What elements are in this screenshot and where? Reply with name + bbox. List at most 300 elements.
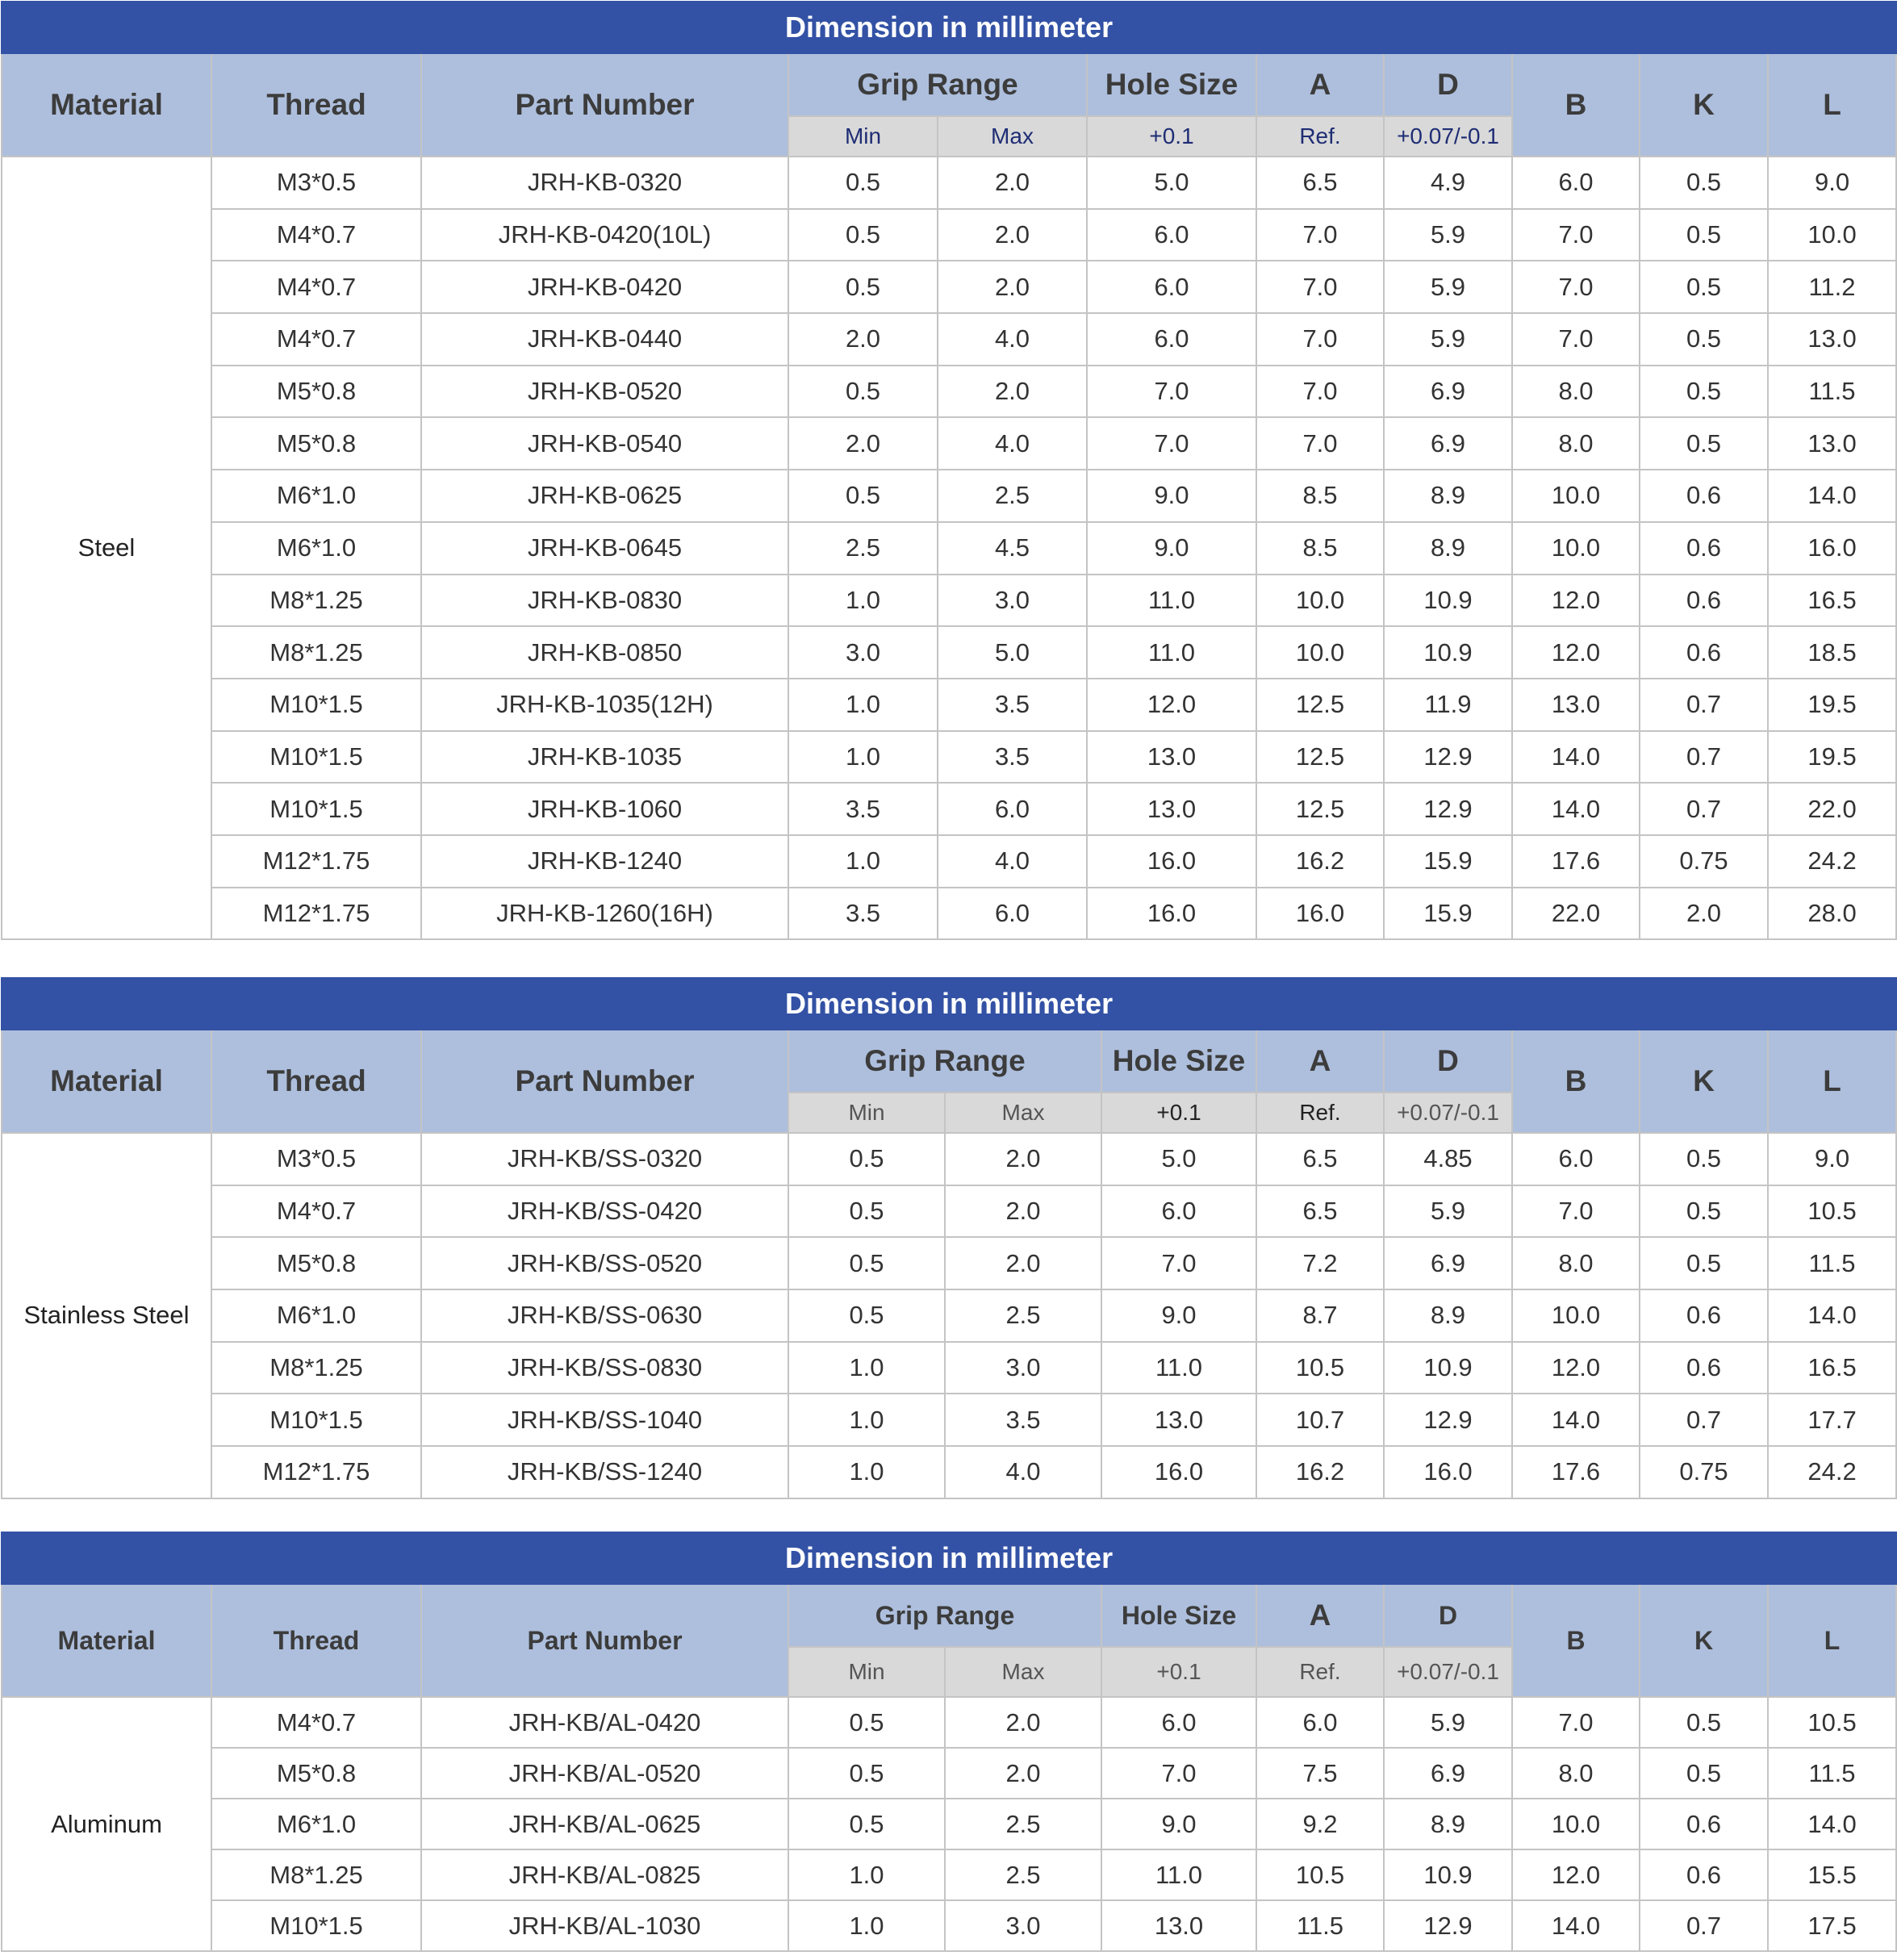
cell-k: 0.5	[1640, 157, 1768, 209]
subheader-min: Min	[788, 1093, 945, 1133]
cell-l: 28.0	[1768, 888, 1896, 940]
cell-grip-max: 4.0	[938, 313, 1087, 366]
cell-thread: M10*1.5	[211, 1394, 421, 1446]
table-row	[2, 1900, 1896, 1951]
cell-grip-min: 0.5	[788, 1185, 945, 1238]
cell-grip-min: 0.5	[788, 209, 938, 261]
cell-b: 14.0	[1512, 1394, 1640, 1446]
cell-grip-max: 2.0	[938, 157, 1087, 209]
cell-b: 12.0	[1512, 1849, 1640, 1900]
cell-thread: M5*0.8	[211, 366, 421, 418]
cell-b: 13.0	[1512, 679, 1640, 731]
cell-k: 0.75	[1640, 1446, 1768, 1498]
header-a: A	[1256, 53, 1384, 116]
cell-grip-max: 2.0	[945, 1133, 1101, 1185]
cell-k: 0.6	[1640, 1799, 1768, 1849]
header-b: B	[1512, 1030, 1640, 1133]
material-cell: Aluminum	[2, 1697, 211, 1951]
cell-d: 5.9	[1384, 1185, 1512, 1238]
cell-b: 6.0	[1512, 1133, 1640, 1185]
table-row	[2, 731, 1896, 784]
table-body	[2, 1697, 1896, 1951]
cell-b: 10.0	[1512, 470, 1640, 522]
cell-d: 10.9	[1384, 1849, 1512, 1900]
cell-grip-min: 0.5	[788, 157, 938, 209]
cell-l: 17.7	[1768, 1394, 1896, 1446]
cell-hole-size: 9.0	[1087, 522, 1256, 575]
cell-a: 6.5	[1256, 157, 1384, 209]
header-hole-size: Hole Size	[1087, 53, 1256, 116]
cell-a: 8.5	[1256, 470, 1384, 522]
table-row	[2, 1185, 1896, 1238]
cell-l: 11.5	[1768, 1237, 1896, 1289]
cell-grip-min: 1.0	[788, 1342, 945, 1394]
table-row	[2, 1799, 1896, 1849]
subheader-max: Max	[938, 116, 1087, 157]
cell-thread: M8*1.25	[211, 1342, 421, 1394]
cell-b: 8.0	[1512, 366, 1640, 418]
cell-l: 13.0	[1768, 417, 1896, 470]
cell-thread: M4*0.7	[211, 1697, 421, 1748]
cell-l: 14.0	[1768, 1289, 1896, 1342]
cell-k: 0.7	[1640, 1394, 1768, 1446]
header-hole-size: Hole Size	[1101, 1584, 1256, 1647]
cell-grip-max: 3.5	[938, 731, 1087, 784]
cell-grip-max: 3.5	[938, 679, 1087, 731]
cell-k: 0.5	[1640, 1697, 1768, 1748]
cell-l: 13.0	[1768, 313, 1896, 366]
cell-thread: M5*0.8	[211, 1748, 421, 1799]
cell-thread: M12*1.75	[211, 888, 421, 940]
cell-thread: M6*1.0	[211, 1799, 421, 1849]
cell-hole-size: 13.0	[1087, 783, 1256, 835]
cell-l: 14.0	[1768, 1799, 1896, 1849]
cell-hole-size: 5.0	[1087, 157, 1256, 209]
cell-grip-max: 3.0	[945, 1900, 1101, 1951]
cell-k: 0.5	[1640, 1237, 1768, 1289]
cell-thread: M10*1.5	[211, 1900, 421, 1951]
table-row	[2, 1394, 1896, 1446]
cell-grip-min: 3.5	[788, 783, 938, 835]
cell-hole-size: 16.0	[1101, 1446, 1256, 1498]
steel-dimension-table	[1, 1, 1897, 940]
cell-b: 7.0	[1512, 1697, 1640, 1748]
header-part-number: Part Number	[421, 1584, 788, 1697]
header-thread: Thread	[211, 1584, 421, 1697]
cell-k: 0.7	[1640, 1900, 1768, 1951]
cell-hole-size: 7.0	[1087, 366, 1256, 418]
cell-part-number: JRH-KB-1260(16H)	[421, 888, 788, 940]
cell-d: 11.9	[1384, 679, 1512, 731]
cell-a: 7.0	[1256, 261, 1384, 313]
cell-d: 10.9	[1384, 1342, 1512, 1394]
header-part-number: Part Number	[421, 53, 788, 157]
header-grip-range: Grip Range	[788, 1584, 1101, 1647]
cell-d: 8.9	[1384, 1289, 1512, 1342]
cell-grip-max: 2.0	[938, 209, 1087, 261]
cell-d: 10.9	[1384, 575, 1512, 627]
table-caption: Dimension in millimeter	[2, 978, 1896, 1030]
cell-hole-size: 16.0	[1087, 835, 1256, 888]
cell-k: 0.7	[1640, 783, 1768, 835]
table-row	[2, 1289, 1896, 1342]
cell-a: 10.5	[1256, 1849, 1384, 1900]
cell-grip-min: 0.5	[788, 1799, 945, 1849]
cell-k: 0.5	[1640, 313, 1768, 366]
cell-l: 19.5	[1768, 731, 1896, 784]
cell-part-number: JRH-KB/AL-1030	[421, 1900, 788, 1951]
cell-d: 10.9	[1384, 626, 1512, 679]
cell-k: 0.6	[1640, 470, 1768, 522]
cell-d: 6.9	[1384, 366, 1512, 418]
header-l: L	[1768, 1584, 1896, 1697]
cell-k: 0.75	[1640, 835, 1768, 888]
cell-hole-size: 12.0	[1087, 679, 1256, 731]
cell-hole-size: 6.0	[1087, 261, 1256, 313]
cell-d: 4.9	[1384, 157, 1512, 209]
header-b: B	[1512, 53, 1640, 157]
cell-grip-max: 2.5	[938, 470, 1087, 522]
cell-part-number: JRH-KB-1035(12H)	[421, 679, 788, 731]
cell-d: 12.9	[1384, 783, 1512, 835]
cell-l: 19.5	[1768, 679, 1896, 731]
cell-k: 0.6	[1640, 575, 1768, 627]
header-k: K	[1640, 1030, 1768, 1133]
cell-thread: M12*1.75	[211, 1446, 421, 1498]
cell-hole-size: 11.0	[1101, 1849, 1256, 1900]
subheader-a-ref: Ref.	[1256, 116, 1384, 157]
cell-hole-size: 7.0	[1087, 417, 1256, 470]
cell-a: 7.5	[1256, 1748, 1384, 1799]
header-l: L	[1768, 1030, 1896, 1133]
cell-part-number: JRH-KB-0420(10L)	[421, 209, 788, 261]
cell-k: 0.6	[1640, 1289, 1768, 1342]
cell-b: 17.6	[1512, 835, 1640, 888]
cell-thread: M10*1.5	[211, 679, 421, 731]
cell-part-number: JRH-KB-1035	[421, 731, 788, 784]
cell-b: 7.0	[1512, 209, 1640, 261]
cell-part-number: JRH-KB/SS-0520	[421, 1237, 788, 1289]
cell-part-number: JRH-KB/AL-0420	[421, 1697, 788, 1748]
table-row	[2, 366, 1896, 418]
table-row	[2, 835, 1896, 888]
header-b: B	[1512, 1584, 1640, 1697]
cell-k: 2.0	[1640, 888, 1768, 940]
table-body	[2, 157, 1896, 939]
material-cell: Stainless Steel	[2, 1133, 211, 1498]
table-row	[2, 470, 1896, 522]
cell-l: 11.2	[1768, 261, 1896, 313]
aluminum-dimension-table	[1, 1532, 1897, 1952]
header-d: D	[1384, 53, 1512, 116]
cell-grip-min: 1.0	[788, 1849, 945, 1900]
cell-grip-min: 2.0	[788, 417, 938, 470]
table-row	[2, 1849, 1896, 1900]
header-k: K	[1640, 53, 1768, 157]
cell-d: 6.9	[1384, 417, 1512, 470]
cell-b: 7.0	[1512, 261, 1640, 313]
cell-b: 7.0	[1512, 1185, 1640, 1238]
cell-grip-max: 4.0	[945, 1446, 1101, 1498]
cell-d: 15.9	[1384, 835, 1512, 888]
cell-grip-min: 0.5	[788, 1133, 945, 1185]
cell-b: 12.0	[1512, 1342, 1640, 1394]
cell-l: 11.5	[1768, 1748, 1896, 1799]
cell-l: 22.0	[1768, 783, 1896, 835]
cell-b: 22.0	[1512, 888, 1640, 940]
cell-d: 4.85	[1384, 1133, 1512, 1185]
cell-hole-size: 11.0	[1087, 575, 1256, 627]
cell-l: 10.0	[1768, 209, 1896, 261]
cell-part-number: JRH-KB/SS-0320	[421, 1133, 788, 1185]
cell-a: 12.5	[1256, 783, 1384, 835]
cell-part-number: JRH-KB-0830	[421, 575, 788, 627]
cell-grip-max: 3.5	[945, 1394, 1101, 1446]
cell-d: 5.9	[1384, 261, 1512, 313]
cell-grip-min: 0.5	[788, 1697, 945, 1748]
cell-hole-size: 13.0	[1087, 731, 1256, 784]
cell-grip-max: 2.0	[938, 261, 1087, 313]
cell-hole-size: 9.0	[1087, 470, 1256, 522]
cell-a: 16.0	[1256, 888, 1384, 940]
cell-b: 10.0	[1512, 522, 1640, 575]
cell-hole-size: 6.0	[1101, 1697, 1256, 1748]
cell-hole-size: 7.0	[1101, 1748, 1256, 1799]
table-row	[2, 783, 1896, 835]
cell-k: 0.5	[1640, 1133, 1768, 1185]
header-l: L	[1768, 53, 1896, 157]
header-grip-range: Grip Range	[788, 53, 1087, 116]
table-row	[2, 522, 1896, 575]
cell-a: 7.0	[1256, 417, 1384, 470]
cell-grip-max: 2.5	[945, 1799, 1101, 1849]
cell-l: 16.0	[1768, 522, 1896, 575]
cell-d: 12.9	[1384, 1900, 1512, 1951]
cell-a: 8.7	[1256, 1289, 1384, 1342]
cell-part-number: JRH-KB-0320	[421, 157, 788, 209]
header-a: A	[1256, 1584, 1384, 1647]
cell-grip-min: 0.5	[788, 1237, 945, 1289]
cell-thread: M12*1.75	[211, 835, 421, 888]
cell-part-number: JRH-KB-0440	[421, 313, 788, 366]
cell-part-number: JRH-KB/AL-0520	[421, 1748, 788, 1799]
cell-l: 24.2	[1768, 835, 1896, 888]
table-row	[2, 157, 1896, 209]
cell-part-number: JRH-KB-0850	[421, 626, 788, 679]
cell-grip-min: 3.5	[788, 888, 938, 940]
cell-a: 7.0	[1256, 209, 1384, 261]
cell-hole-size: 7.0	[1101, 1237, 1256, 1289]
header-thread: Thread	[211, 1030, 421, 1133]
cell-hole-size: 16.0	[1087, 888, 1256, 940]
cell-a: 9.2	[1256, 1799, 1384, 1849]
cell-grip-min: 0.5	[788, 1289, 945, 1342]
cell-a: 10.5	[1256, 1342, 1384, 1394]
cell-k: 0.6	[1640, 1849, 1768, 1900]
cell-part-number: JRH-KB/SS-1240	[421, 1446, 788, 1498]
cell-b: 12.0	[1512, 575, 1640, 627]
cell-grip-max: 2.0	[938, 366, 1087, 418]
cell-d: 8.9	[1384, 470, 1512, 522]
cell-k: 0.6	[1640, 1342, 1768, 1394]
subheader-a-ref: Ref.	[1256, 1647, 1384, 1697]
cell-grip-min: 0.5	[788, 1748, 945, 1799]
cell-part-number: JRH-KB/AL-0825	[421, 1849, 788, 1900]
cell-k: 0.7	[1640, 679, 1768, 731]
cell-hole-size: 9.0	[1101, 1799, 1256, 1849]
table-row	[2, 1133, 1896, 1185]
cell-part-number: JRH-KB/SS-1040	[421, 1394, 788, 1446]
cell-part-number: JRH-KB-0420	[421, 261, 788, 313]
header-d: D	[1384, 1030, 1512, 1093]
cell-b: 7.0	[1512, 313, 1640, 366]
cell-part-number: JRH-KB-0540	[421, 417, 788, 470]
cell-grip-max: 2.0	[945, 1697, 1101, 1748]
cell-d: 12.9	[1384, 1394, 1512, 1446]
subheader-max: Max	[945, 1093, 1101, 1133]
cell-thread: M5*0.8	[211, 417, 421, 470]
cell-k: 0.5	[1640, 1748, 1768, 1799]
table-row	[2, 209, 1896, 261]
cell-d: 5.9	[1384, 313, 1512, 366]
cell-a: 8.5	[1256, 522, 1384, 575]
cell-d: 8.9	[1384, 1799, 1512, 1849]
cell-hole-size: 13.0	[1101, 1394, 1256, 1446]
cell-thread: M6*1.0	[211, 470, 421, 522]
cell-hole-size: 13.0	[1101, 1900, 1256, 1951]
header-thread: Thread	[211, 53, 421, 157]
cell-a: 12.5	[1256, 679, 1384, 731]
material-cell: Steel	[2, 157, 211, 939]
cell-d: 12.9	[1384, 731, 1512, 784]
cell-k: 0.7	[1640, 731, 1768, 784]
cell-a: 10.0	[1256, 575, 1384, 627]
cell-part-number: JRH-KB-0645	[421, 522, 788, 575]
cell-d: 16.0	[1384, 1446, 1512, 1498]
cell-l: 14.0	[1768, 470, 1896, 522]
cell-a: 12.5	[1256, 731, 1384, 784]
cell-thread: M10*1.5	[211, 783, 421, 835]
cell-a: 16.2	[1256, 1446, 1384, 1498]
cell-d: 5.9	[1384, 209, 1512, 261]
cell-d: 5.9	[1384, 1697, 1512, 1748]
table-row	[2, 1446, 1896, 1498]
cell-part-number: JRH-KB-0625	[421, 470, 788, 522]
cell-grip-max: 2.0	[945, 1185, 1101, 1238]
table-row	[2, 626, 1896, 679]
header-part-number: Part Number	[421, 1030, 788, 1133]
cell-k: 0.5	[1640, 1185, 1768, 1238]
cell-l: 16.5	[1768, 575, 1896, 627]
cell-l: 16.5	[1768, 1342, 1896, 1394]
cell-thread: M6*1.0	[211, 1289, 421, 1342]
cell-part-number: JRH-KB/SS-0830	[421, 1342, 788, 1394]
cell-k: 0.5	[1640, 209, 1768, 261]
cell-hole-size: 11.0	[1087, 626, 1256, 679]
cell-a: 7.2	[1256, 1237, 1384, 1289]
cell-a: 6.5	[1256, 1133, 1384, 1185]
cell-grip-max: 4.5	[938, 522, 1087, 575]
cell-grip-min: 3.0	[788, 626, 938, 679]
subheader-hole-tolerance: +0.1	[1087, 116, 1256, 157]
cell-thread: M4*0.7	[211, 209, 421, 261]
table-row	[2, 261, 1896, 313]
header-material: Material	[2, 1030, 211, 1133]
subheader-min: Min	[788, 116, 938, 157]
subheader-d-tolerance: +0.07/-0.1	[1384, 116, 1512, 157]
cell-a: 11.5	[1256, 1900, 1384, 1951]
cell-a: 6.0	[1256, 1697, 1384, 1748]
cell-k: 0.6	[1640, 522, 1768, 575]
cell-k: 0.6	[1640, 626, 1768, 679]
cell-grip-min: 0.5	[788, 366, 938, 418]
table-caption: Dimension in millimeter	[2, 2, 1896, 53]
cell-grip-max: 3.0	[945, 1342, 1101, 1394]
cell-thread: M4*0.7	[211, 313, 421, 366]
cell-b: 14.0	[1512, 731, 1640, 784]
cell-a: 10.0	[1256, 626, 1384, 679]
cell-hole-size: 9.0	[1101, 1289, 1256, 1342]
cell-b: 17.6	[1512, 1446, 1640, 1498]
subheader-max: Max	[945, 1647, 1101, 1697]
cell-thread: M8*1.25	[211, 626, 421, 679]
cell-grip-min: 1.0	[788, 1446, 945, 1498]
cell-grip-max: 4.0	[938, 417, 1087, 470]
cell-hole-size: 6.0	[1087, 209, 1256, 261]
cell-part-number: JRH-KB-1240	[421, 835, 788, 888]
header-material: Material	[2, 1584, 211, 1697]
cell-k: 0.5	[1640, 366, 1768, 418]
cell-d: 15.9	[1384, 888, 1512, 940]
table-row	[2, 417, 1896, 470]
cell-part-number: JRH-KB/SS-0420	[421, 1185, 788, 1238]
header-k: K	[1640, 1584, 1768, 1697]
cell-l: 9.0	[1768, 1133, 1896, 1185]
table-row	[2, 1342, 1896, 1394]
cell-thread: M3*0.5	[211, 157, 421, 209]
subheader-min: Min	[788, 1647, 945, 1697]
subheader-d-tolerance: +0.07/-0.1	[1384, 1093, 1512, 1133]
cell-a: 7.0	[1256, 313, 1384, 366]
cell-l: 18.5	[1768, 626, 1896, 679]
cell-grip-min: 1.0	[788, 1394, 945, 1446]
cell-l: 17.5	[1768, 1900, 1896, 1951]
cell-part-number: JRH-KB-1060	[421, 783, 788, 835]
cell-hole-size: 5.0	[1101, 1133, 1256, 1185]
cell-l: 24.2	[1768, 1446, 1896, 1498]
cell-part-number: JRH-KB/AL-0625	[421, 1799, 788, 1849]
cell-hole-size: 6.0	[1087, 313, 1256, 366]
cell-hole-size: 6.0	[1101, 1185, 1256, 1238]
cell-grip-max: 2.0	[945, 1748, 1101, 1799]
cell-b: 10.0	[1512, 1799, 1640, 1849]
cell-grip-min: 2.5	[788, 522, 938, 575]
cell-grip-min: 0.5	[788, 261, 938, 313]
cell-thread: M8*1.25	[211, 1849, 421, 1900]
cell-part-number: JRH-KB-0520	[421, 366, 788, 418]
header-grip-range: Grip Range	[788, 1030, 1101, 1093]
cell-grip-max: 2.5	[945, 1289, 1101, 1342]
cell-l: 15.5	[1768, 1849, 1896, 1900]
cell-thread: M5*0.8	[211, 1237, 421, 1289]
cell-a: 6.5	[1256, 1185, 1384, 1238]
cell-grip-max: 4.0	[938, 835, 1087, 888]
cell-b: 12.0	[1512, 626, 1640, 679]
cell-thread: M6*1.0	[211, 522, 421, 575]
table-row	[2, 1237, 1896, 1289]
cell-b: 14.0	[1512, 783, 1640, 835]
cell-grip-max: 6.0	[938, 783, 1087, 835]
